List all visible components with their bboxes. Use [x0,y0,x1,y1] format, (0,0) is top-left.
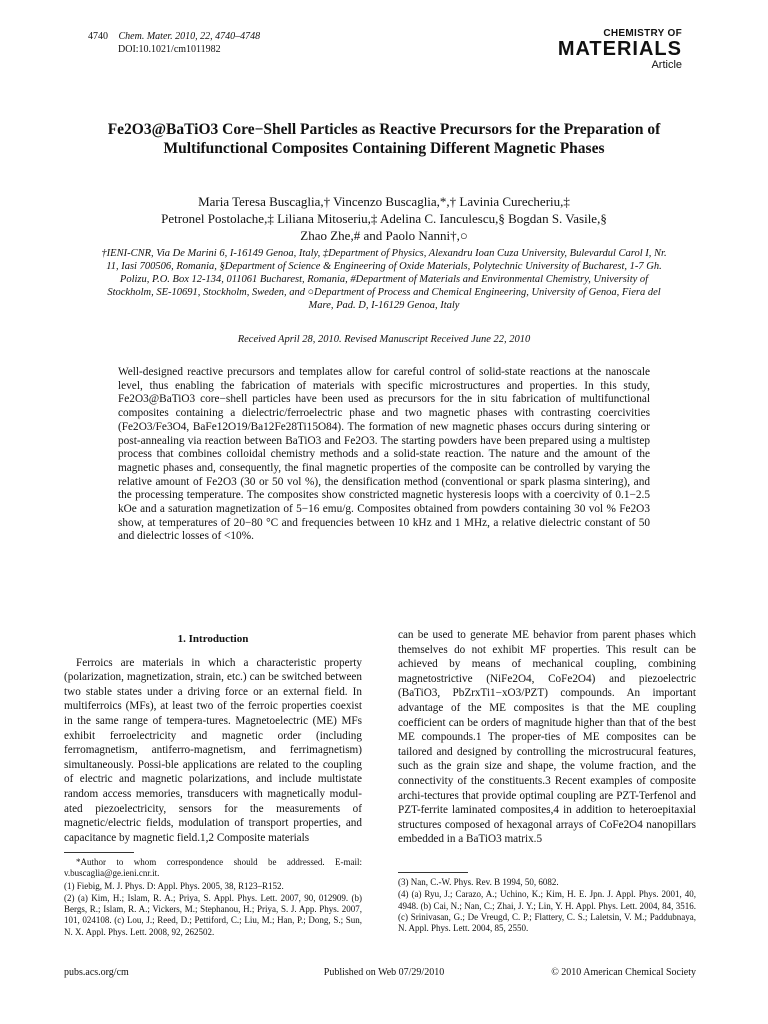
footnote: (2) (a) Kim, H.; Islam, R. A.; Priya, S. Appl. Phys. Lett. 2007, 90, 012909. (b) Bergs, R.; Islam, R. A.; Vickers, M.; Stephanou, H.; Priya, S. J. App. Phys. 2007, 101, 024108. (c) Lou, J.; Reed, D.; Pettiford, C.; Liu, M.; Han, P.; Dong, S.; Sun, N. X. Appl. Phys. Lett. 2008, 92, 262502. [64,892,362,937]
running-header [88,30,260,56]
doi: DOI:10.1021/cm1011982 [118,44,221,55]
body-paragraph: can be used to generate ME behavior from parent phases which themselves do not exhibit MF properties. This result can be achieved by means of mechanical coupling, combining magnetostrictive (NiFe2O4, CoFe2O4) and piezoelectric (BaTiO3, PbZrxTi1−xO3/PZT) compounds. An important advantage of the ME composites is that the ME coupling coefficient can be orders of magnitude higher than that of the best ME compounds.1 The proper-ties of ME composites can be tailored and designed by controlling the microstrucural features, such as the grain size and shape, the volume fraction, and the connectivity of the constituents.3 Recent examples of composite archi-tectures that provide optimal coupling are PZT-Terfenol and PZT-ferrite laminated composites,4 in addition to heteroepitaxial structures composed of hexagonal arrays of CoFe2O4 nanopillars embedded in a BaTiO3 matrix.5 [398,629,696,846]
affiliations: †IENI-CNR, Via De Marini 6, I-16149 Genoa, Italy, ‡Department of Physics, Alexandru Ioan Cuza University, Bulevardul Carol I, Nr. 11, Iasi 700506, Romania, §Department of Science & Engineering of Oxide Materials, Polytechnic University of Bucharest, 1-7 Gh. Polizu, P.O. Box 12-134, 011061 Bucharest, Romania, #Department of Materials and Environmental Chemistry, University of Stockholm, SE-10691, Stockholm, Sweden, and ○Department of Process and Chemical Engineering, University of Genoa, Fiera del Mare, Pad. D, I-16129 Genoa, Italy [101,248,667,311]
author-line: Zhao Zhe,# and Paolo Nanni†,○ [300,228,468,243]
journal-url-link[interactable]: pubs.acs.org/cm [64,967,129,978]
column-left [64,632,362,845]
footnote: (3) Nan, C.-W. Phys. Rev. B 1994, 50, 6082. [398,877,559,887]
author-list [100,193,668,244]
article-type: Article [651,59,682,71]
abstract: Well-designed reactive precursors and templates allow for careful control of solid-state reactions at the nanoscale level, thus enabling the fabrication of materials with specific microstructures and properties. In this study, Fe2O3@BaTiO3 core−shell particles have been used as precursors for the in situ fabrication of multifunctional composites containing a dielectric/ferroelectric phase and two magnetic phases with contrasting coercivities (Fe2O3/Fe3O4, BaFe12O19/Ba12Fe28Ti15O84). The formation of new magnetic phases occurs during sintering or post-annealing via reaction between BaTiO3 and Fe2O3. The starting powders have been prepared using a multistep process that combines colloidal chemistry methods and a solid-state reaction. The nature and the amount of the magnetic phases and, consequently, the final magnetic properties of the composite can be controlled by varying the relative amount of Fe2O3 (30 or 50 vol %), the densification method (conventional or spark plasma sintering), and the processing temperature. The composites show constricted magnetic hysteresis loops with a coercivity of 0.1−2.5 kOe and a saturation magnetization of 5−16 emu/g. Composites obtained from powders containing 30 vol % Fe2O3 show, at temperatures of 20−80 °C and frequencies between 10 kHz and 1 MHz, a relative dielectric constant of 50 and dielectric losses of <10%. [118,366,650,543]
journal-logo-top: CHEMISTRY OF [603,28,682,39]
author-line: Maria Teresa Buscaglia,† Vincenzo Buscaglia,*,† Lavinia Curecheriu,‡ [198,194,570,209]
article-title: Fe2O3@BaTiO3 Core−Shell Particles as Reactive Precursors for the Preparation of Multifunctional Composites Containing Different Magnetic Phases [107,121,661,157]
journal-reference: Chem. Mater. 2010, 22, 4740–4748 [118,31,261,42]
copyright: © 2010 American Chemical Society [551,967,696,978]
footnotes-right [398,877,696,935]
footnotes-left [64,857,362,939]
footnote-divider [398,872,468,873]
footnote-divider [64,852,134,853]
publication-date: Published on Web 07/29/2010 [323,967,445,978]
column-right [398,628,696,847]
footnote: *Author to whom correspondence should be addressed. E-mail: v.buscaglia@ge.ieni.cnr.it. [64,857,362,879]
footnote: (1) Fiebig, M. J. Phys. D: Appl. Phys. 2005, 38, R123–R152. [64,880,284,891]
journal-logo-main: MATERIALS [557,38,682,60]
journal-logo [558,28,682,72]
section-heading: 1. Introduction [177,633,249,645]
page-number: 4740 [88,31,108,42]
footnote: (4) (a) Ryu, J.; Carazo, A.; Uchino, K.; Kim, H. E. Jpn. J. Appl. Phys. 2001, 40, 4948. (b) Cai, N.; Nan, C.; Zhai, J. Y.; Lin, Y. H. Appl. Phys. Lett. 2004, 84, 3516. (c) Srinivasan, G.; De Vreugd, C. P.; Flattery, C. S.; Laletsin, V. M.; Paddubnaya, N. Appl. Phys. Lett. 2004, 85, 2550. [398,889,696,934]
received-dates: Received April 28, 2010. Revised Manuscript Received June 22, 2010 [237,334,531,345]
body-paragraph: Ferroics are materials in which a characteristic property (polarization, magnetization, strain, etc.) can be switched between two stable states under a driving force or an external field. In multiferroics (MFs), at least two of the ferroic properties coexist in the same range of tempera-tures. Magnetoelectric (ME) MFs exhibit ferroelectricity and magnetic order (including ferromagnetism, antiferro-magnetism, and ferrimagnetism) simultaneously. Possi-ble applications are related to the coupling of electric and magnetic polarizations, and include multistate random access memories, transducers with magnetically modul-ated piezoelectricity, sensors for the measurements of magnetic/electric fields, modulation of transport properties, and capacitance by magnetic field.1,2 Composite materials [64,656,362,844]
author-line: Petronel Postolache,‡ Liliana Mitoseriu,‡ Adelina C. Ianculescu,§ Bogdan S. Vasile,§ [161,211,607,226]
